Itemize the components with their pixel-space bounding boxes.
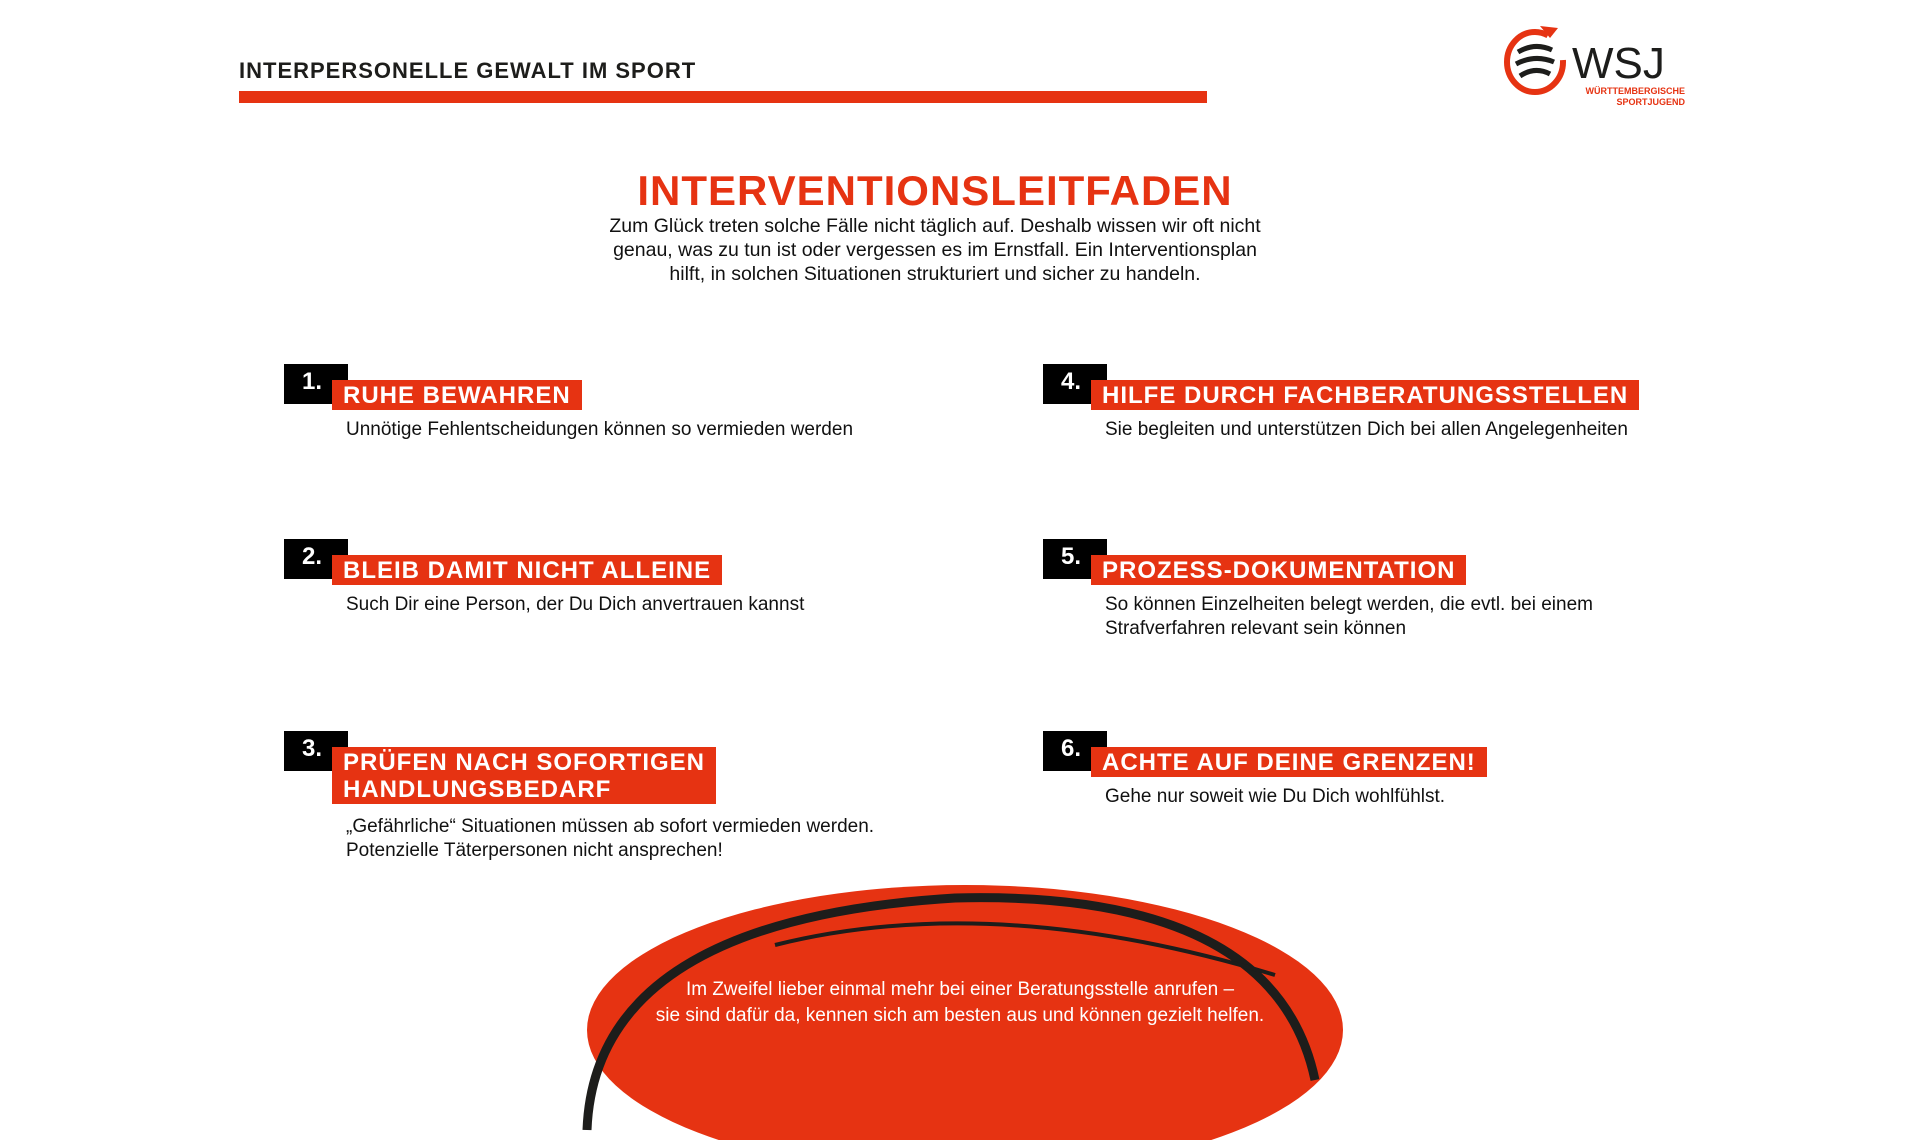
- step-label: [1091, 747, 1487, 777]
- step-number: 4.: [1043, 364, 1107, 404]
- step-description-line: So können Einzelheiten belegt werden, die evtl. bei einem: [1105, 594, 1593, 615]
- header-title: INTERPERSONELLE GEWALT IM SPORT: [239, 58, 697, 83]
- step-description-line: Sie begleiten und unterstützen Dich bei allen Angelegenheiten: [1105, 419, 1628, 440]
- step-label-line: ACHTE AUF DEINE GRENZEN!: [1102, 749, 1476, 776]
- step-label-line: HILFE DURCH FACHBERATUNGSSTELLEN: [1102, 382, 1629, 409]
- step-description-line: Gehe nur soweit wie Du Dich wohlfühlst.: [1105, 786, 1446, 807]
- step-description-line: Potenzielle Täterpersonen nicht ansprechen!: [346, 840, 723, 861]
- step-description-line: Strafverfahren relevant sein können: [1105, 618, 1407, 639]
- step-label: [1091, 555, 1466, 585]
- step-description: [1105, 593, 1593, 641]
- step-description: [1105, 785, 1445, 809]
- step-number: 6.: [1043, 731, 1107, 771]
- step-label: [332, 555, 722, 585]
- intro-text: [560, 214, 1310, 286]
- intro-line: Zum Glück treten solche Fälle nicht täglich auf. Deshalb wissen wir oft nicht: [609, 215, 1261, 237]
- step-label-line: HANDLUNGSBEDARF: [343, 776, 612, 803]
- step-label-line: PRÜFEN NACH SOFORTIGEN: [343, 749, 706, 776]
- step-description-line: Unnötige Fehlentscheidungen können so vermieden werden: [346, 419, 854, 440]
- callout-line: sie sind dafür da, kennen sich am besten aus und können gezielt helfen.: [655, 1005, 1265, 1026]
- step-label: [1091, 380, 1639, 410]
- step-label: [332, 380, 582, 410]
- step-number: 2.: [284, 539, 348, 579]
- step-number: 1.: [284, 364, 348, 404]
- svg-text:SPORTJUGEND: SPORTJUGEND: [1616, 97, 1685, 107]
- step-description-line: „Gefährliche“ Situationen müssen ab sofort vermieden werden.: [346, 816, 875, 837]
- step-description-line: Such Dir eine Person, der Du Dich anvertrauen kannst: [346, 594, 805, 615]
- step-label-line: BLEIB DAMIT NICHT ALLEINE: [343, 557, 712, 584]
- step-description: [346, 593, 804, 617]
- step-label-line: RUHE BEWAHREN: [343, 382, 571, 409]
- step-description: [346, 418, 853, 442]
- wsj-logo: [1500, 22, 1690, 112]
- step-label: [332, 747, 716, 804]
- svg-text:WÜRTTEMBERGISCHE: WÜRTTEMBERGISCHE: [1585, 86, 1685, 96]
- callout-text: [560, 977, 1360, 1029]
- intro-line: hilft, in solchen Situationen strukturiert und sicher zu handeln.: [669, 263, 1201, 285]
- step-number: 5.: [1043, 539, 1107, 579]
- step-description: [1105, 418, 1628, 442]
- step-number: 3.: [284, 731, 348, 771]
- intro-line: genau, was zu tun ist oder vergessen es im Ernstfall. Ein Interventionsplan: [613, 239, 1257, 261]
- step-description: [346, 815, 874, 863]
- callout-line: Im Zweifel lieber einmal mehr bei einer Beratungsstelle anrufen –: [685, 979, 1235, 1000]
- step-label-line: PROZESS-DOKUMENTATION: [1102, 557, 1456, 584]
- svg-text:WSJ: WSJ: [1572, 39, 1665, 88]
- page-title: INTERVENTIONSLEITFADEN: [637, 167, 1233, 214]
- header-bar: [239, 91, 1207, 103]
